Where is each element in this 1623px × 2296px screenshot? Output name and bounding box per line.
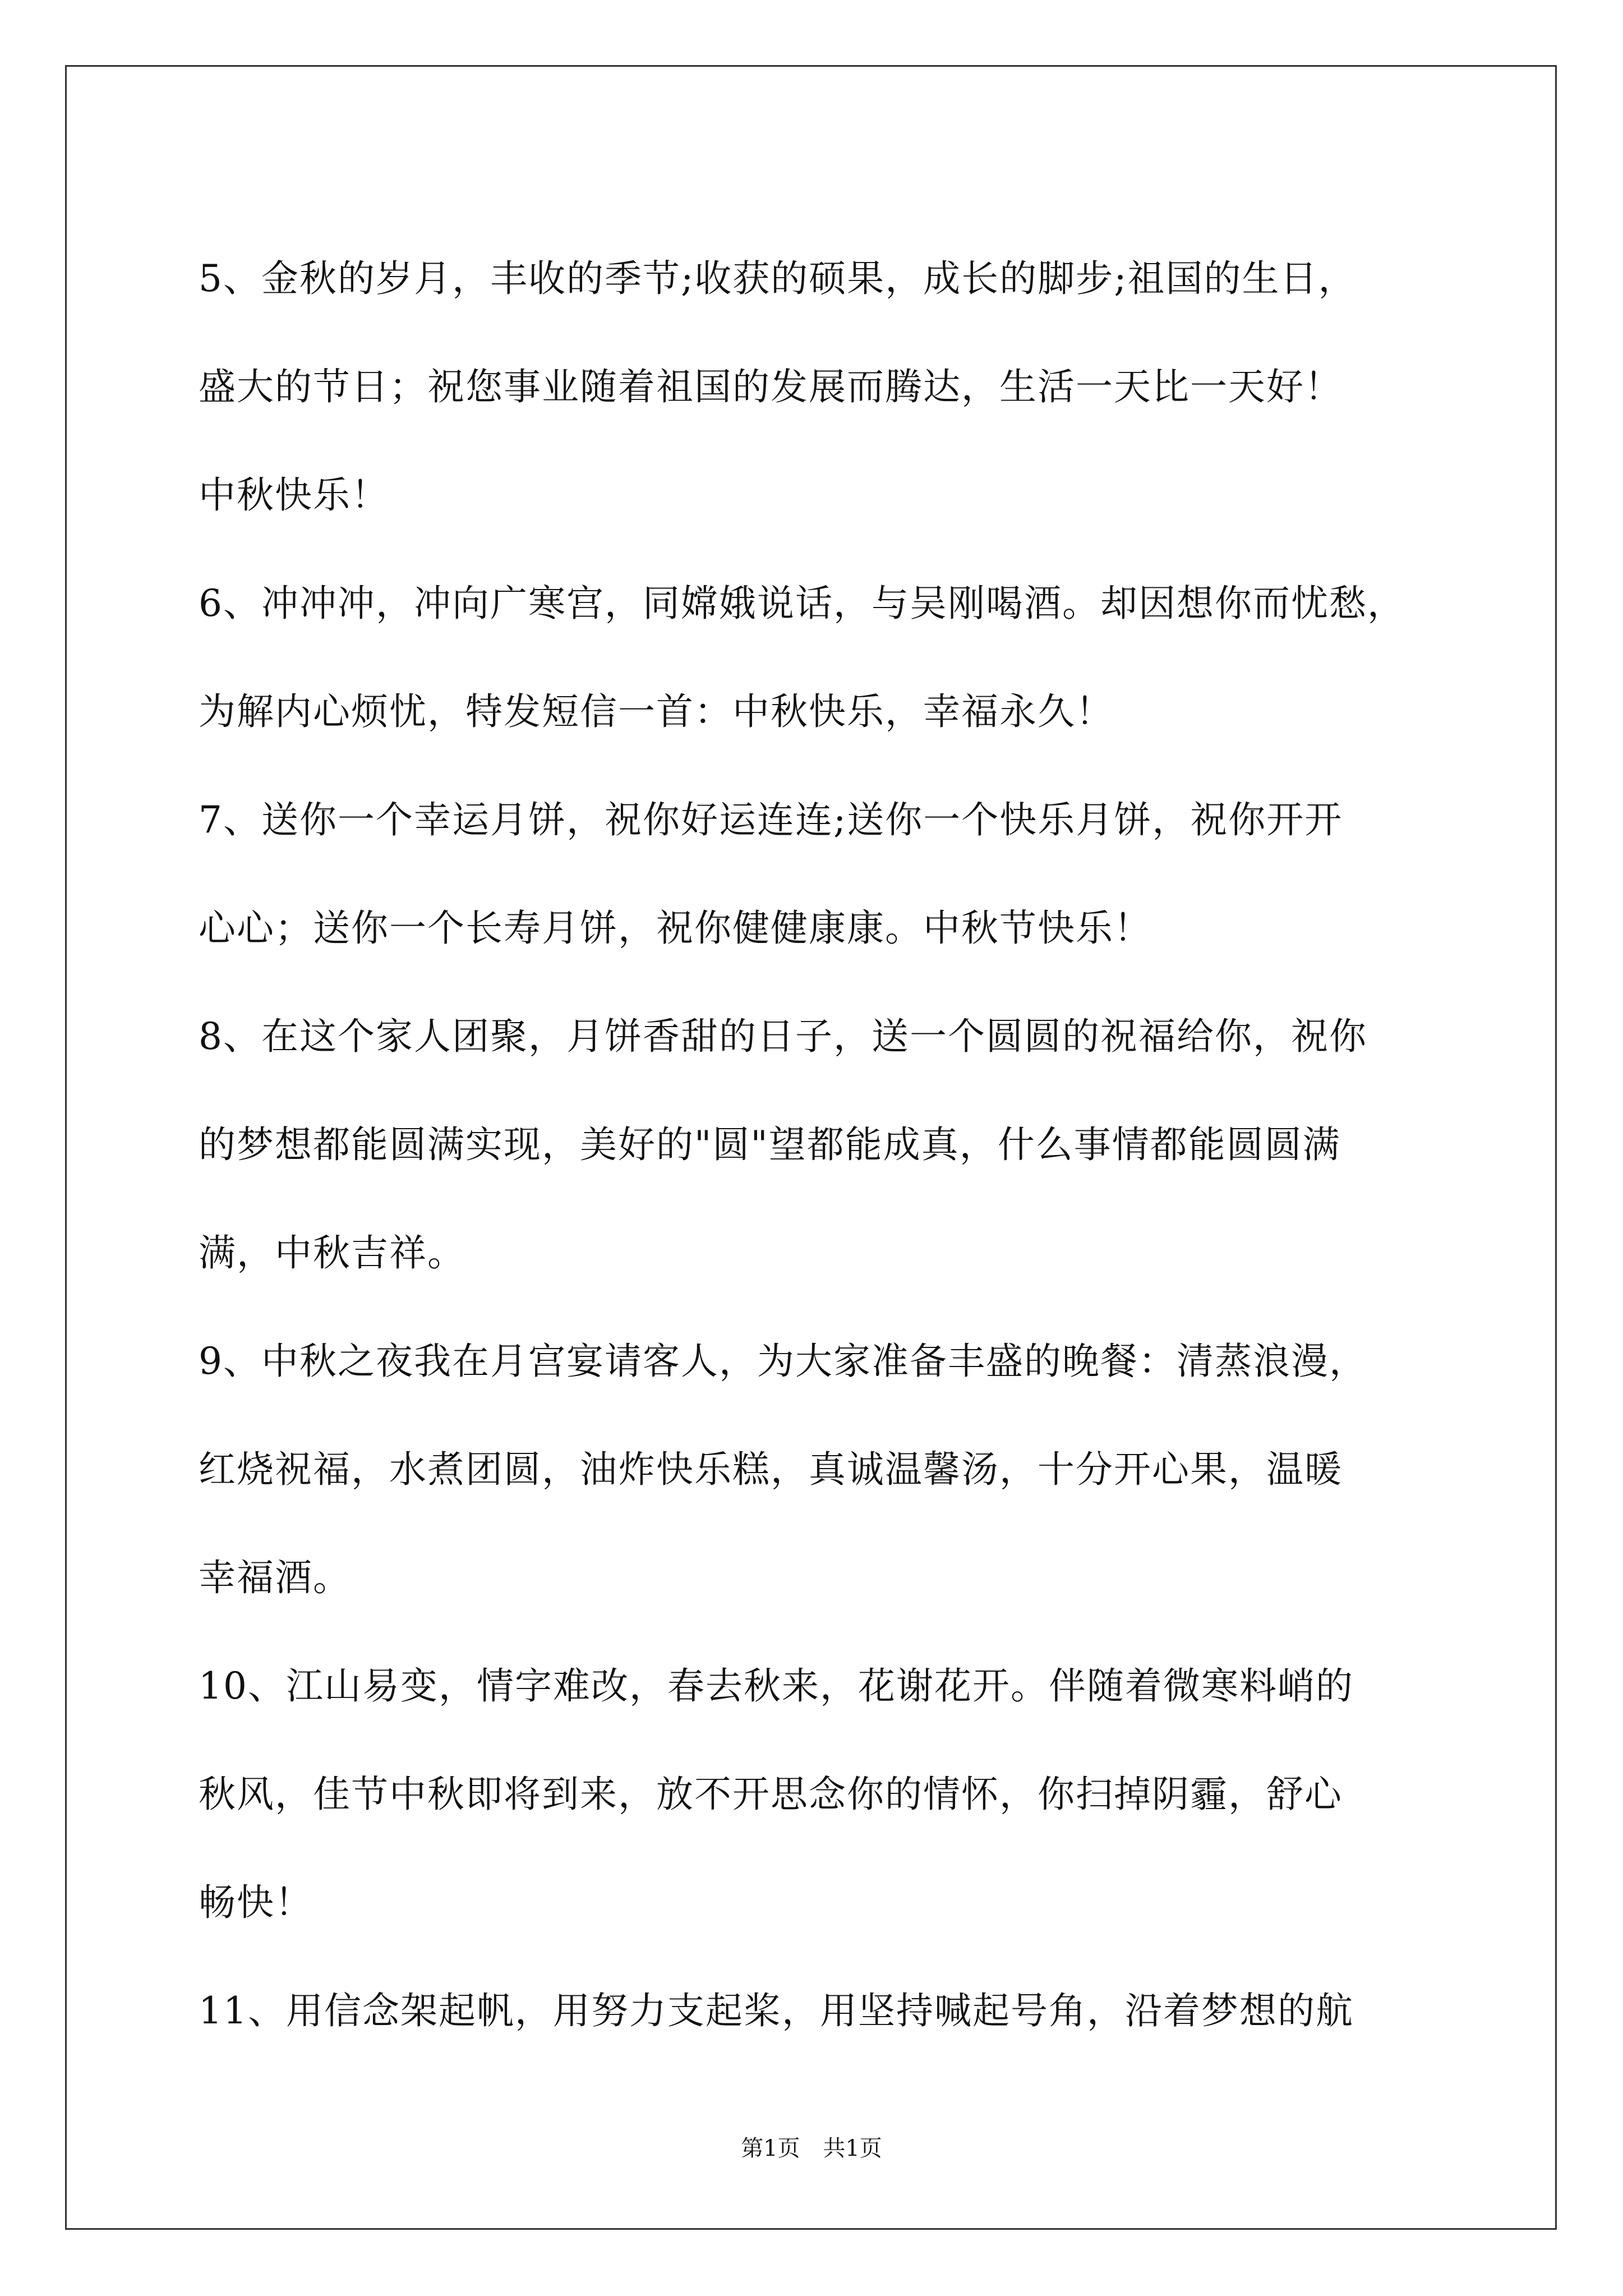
document-body xyxy=(199,224,1432,2065)
page-footer xyxy=(0,2131,1623,2162)
text-line: 红烧祝福，水煮团圆，油炸快乐糕，真诚温馨汤，十分开心果，温暖 xyxy=(199,1448,1343,1491)
text-line: 7、送你一个幸运月饼，祝你好运连连;送你一个快乐月饼，祝你开开 xyxy=(199,798,1343,841)
paragraph-9 xyxy=(199,1307,1432,1632)
text-line: 畅快！ xyxy=(199,1881,313,1924)
page-total: 共1页 xyxy=(823,2136,882,2161)
paragraph-8 xyxy=(199,982,1432,1307)
text-line: 中秋快乐！ xyxy=(199,473,389,517)
paragraph-11 xyxy=(199,1957,1432,2065)
text-line: 8、在这个家人团聚，月饼香甜的日子，送一个圆圆的祝福给你，祝你 xyxy=(199,1015,1367,1058)
text-line: 秋风，佳节中秋即将到来，放不开思念你的情怀，你扫掉阴霾，舒心 xyxy=(199,1773,1343,1816)
text-line: 的梦想都能圆满实现，美好的"圆"望都能成真，什么事情都能圆圆满 xyxy=(199,1123,1341,1166)
paragraph-7 xyxy=(199,766,1432,982)
text-line: 心心；送你一个长寿月饼，祝你健健康康。中秋节快乐！ xyxy=(199,907,1152,950)
text-line: 5、金秋的岁月，丰收的季节;收获的硕果，成长的脚步;祖国的生日， xyxy=(199,257,1357,300)
paragraph-6 xyxy=(199,549,1432,766)
text-line: 为解内心烦忧，特发短信一首：中秋快乐，幸福永久！ xyxy=(199,690,1114,733)
text-line: 满，中秋吉祥。 xyxy=(199,1231,465,1274)
text-line: 10、江山易变，情字难改，春去秋来，花谢花开。伴随着微寒料峭的 xyxy=(199,1664,1354,1708)
text-line: 6、冲冲冲，冲向广寒宫，同嫦娥说话，与吴刚喝酒。却因想你而忧愁， xyxy=(199,582,1405,625)
text-line: 9、中秋之夜我在月宫宴请客人，为大家准备丰盛的晚餐：清蒸浪漫， xyxy=(199,1340,1367,1383)
text-line: 11、用信念架起帆，用努力支起桨，用坚持喊起号角，沿着梦想的航 xyxy=(199,1989,1354,2032)
text-line: 盛大的节日；祝您事业随着祖国的发展而腾达，生活一天比一天好！ xyxy=(199,365,1343,408)
text-line: 幸福酒。 xyxy=(199,1556,351,1599)
paragraph-10 xyxy=(199,1632,1432,1957)
page-number: 第1页 xyxy=(741,2136,800,2161)
paragraph-5 xyxy=(199,224,1432,549)
